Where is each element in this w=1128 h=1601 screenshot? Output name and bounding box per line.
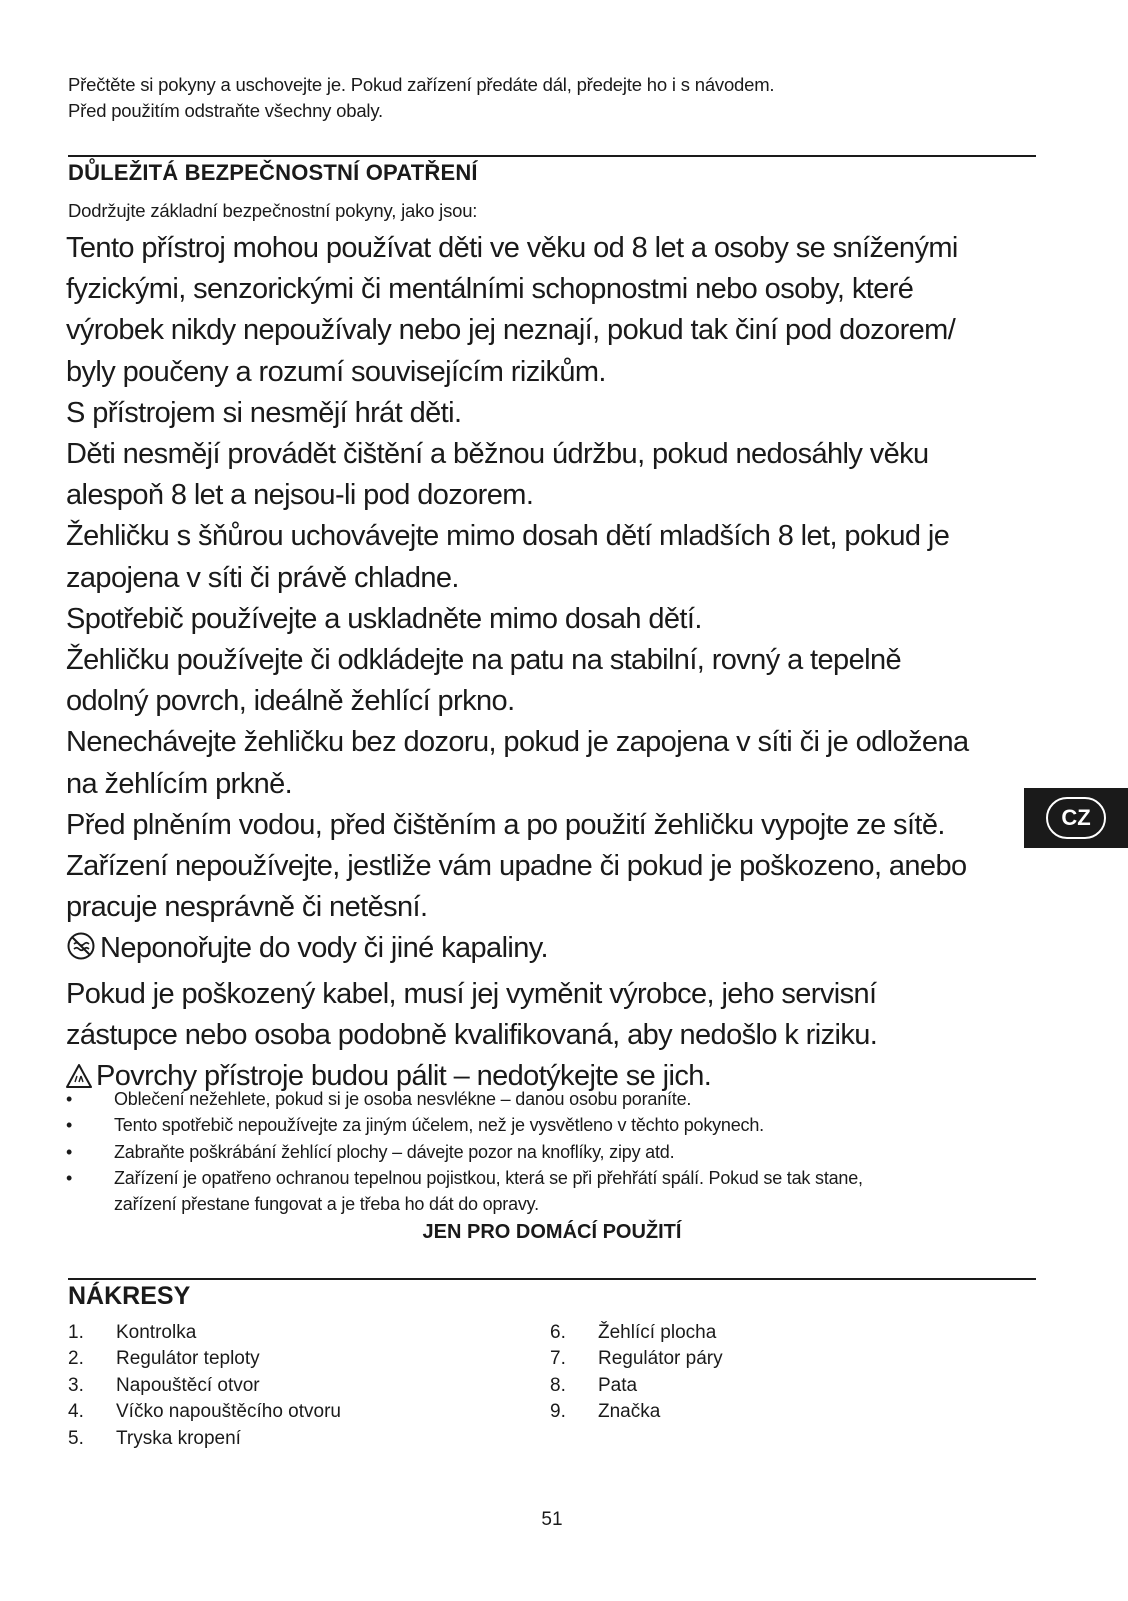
hot-surface-text: Povrchy přístroje budou pálit – nedotýkejte se jich. <box>96 1060 712 1093</box>
bullet-glyph: • <box>66 1115 73 1135</box>
safety-line: Tento přístroj mohou používat děti ve věku od 8 let a osoby se sníženými <box>66 232 958 264</box>
language-tab <box>1024 788 1128 848</box>
safety-line: fyzickými, senzorickými či mentálními schopnostmi nebo osoby, které <box>66 273 914 306</box>
safety-line: zástupce nebo osoba podobně kvalifikovaná, aby nedošlo k riziku. <box>66 1018 878 1051</box>
no-immerse-text: Neponořujte do vody či jiné kapaliny. <box>100 932 548 965</box>
parts-item-label: Víčko napouštěcího otvoru <box>116 1401 341 1422</box>
safety-line: na žehlícím prkně. <box>66 767 293 800</box>
language-badge: CZ <box>1046 797 1106 839</box>
intro-text <box>68 72 774 124</box>
parts-item-label: Regulátor teploty <box>116 1348 260 1369</box>
safety-instructions <box>66 228 969 1101</box>
safety-heading: DŮLEŽITÁ BEZPEČNOSTNÍ OPATŘENÍ <box>68 160 478 185</box>
section-divider-drawings <box>68 1278 1036 1280</box>
parts-item-number: 7. <box>550 1348 566 1369</box>
parts-item-label: Žehlící plocha <box>598 1322 717 1343</box>
bullet-text: Tento spotřebič nepoužívejte za jiným účelem, než je vysvětleno v těchto pokynech. <box>114 1115 764 1135</box>
parts-item-label: Značka <box>598 1401 661 1422</box>
domestic-use-notice: JEN PRO DOMÁCÍ POUŽITÍ <box>422 1221 682 1243</box>
bullet-text: Oblečení nežehlete, pokud si je osoba nesvlékne – danou osobu poraníte. <box>114 1089 692 1109</box>
intro-line-2: Před použitím odstraňte všechny obaly. <box>68 100 383 121</box>
safety-line: Zařízení nepoužívejte, jestliže vám upadne či pokud je poškozeno, anebo <box>66 850 967 883</box>
parts-item-number: 6. <box>550 1322 566 1343</box>
no-water-immersion-icon <box>66 931 96 973</box>
safety-line: odolný povrch, ideálně žehlící prkno. <box>66 685 515 718</box>
safety-line: Děti nesmějí provádět čištění a běžnou údržbu, pokud nedosáhly věku <box>66 438 929 471</box>
parts-item-label: Napouštěcí otvor <box>116 1375 260 1396</box>
safety-line: Před plněním vodou, před čištěním a po použití žehličku vypojte ze sítě. <box>66 808 945 841</box>
safety-line: Spotřebič používejte a uskladněte mimo dosah dětí. <box>66 602 702 635</box>
bullet-text: Zařízení je opatřeno ochranou tepelnou pojistkou, která se při přehřátí spálí. Pokud se tak stane, <box>114 1168 863 1188</box>
parts-item-label: Kontrolka <box>116 1322 197 1343</box>
parts-item-number: 3. <box>68 1375 84 1396</box>
bullet-glyph: • <box>66 1142 73 1162</box>
safety-line: Žehličku používejte či odkládejte na patu na stabilní, rovný a tepelně <box>66 644 901 677</box>
drawings-heading: NÁKRESY <box>68 1282 191 1310</box>
safety-line: byly poučeny a rozumí souvisejícím rizikům. <box>66 355 606 388</box>
no-immerse-line <box>66 928 969 973</box>
parts-item-number: 8. <box>550 1375 566 1396</box>
safety-subtitle: Dodržujte základní bezpečnostní pokyny, jako jsou: <box>68 200 478 221</box>
bullet-glyph: • <box>66 1089 73 1109</box>
bullet-text: zařízení přestane fungovat a je třeba ho dát do opravy. <box>114 1194 539 1214</box>
parts-item-number: 2. <box>68 1348 84 1369</box>
parts-item-label: Tryska kropení <box>116 1428 241 1449</box>
safety-line: zapojena v síti či právě chladne. <box>66 561 459 594</box>
parts-item-number: 1. <box>68 1322 84 1343</box>
safety-line: pracuje nesprávně či netěsní. <box>66 891 428 924</box>
page-number: 51 <box>541 1509 563 1530</box>
parts-item-number: 5. <box>68 1428 84 1449</box>
bullet-text: Zabraňte poškrábání žehlící plochy – dávejte pozor na knoflíky, zipy atd. <box>114 1142 675 1162</box>
safety-line: alespoň 8 let a nejsou-li pod dozorem. <box>66 479 534 512</box>
bullet-glyph: • <box>66 1168 73 1188</box>
safety-line: Žehličku s šňůrou uchovávejte mimo dosah dětí mladších 8 let, pokud je <box>66 520 950 553</box>
safety-line: S přístrojem si nesmějí hrát děti. <box>66 396 462 429</box>
intro-line-1: Přečtěte si pokyny a uschovejte je. Pokud zařízení předáte dál, předejte ho i s návodem. <box>68 74 775 95</box>
section-divider-safety <box>68 155 1036 157</box>
safety-line: výrobek nikdy nepoužívaly nebo jej neznají, pokud tak činí pod dozorem/ <box>66 314 956 347</box>
safety-line: Nenechávejte žehličku bez dozoru, pokud je zapojena v síti či je odložena <box>66 726 969 759</box>
parts-item-number: 9. <box>550 1401 566 1422</box>
parts-item-label: Pata <box>598 1375 638 1396</box>
parts-item-number: 4. <box>68 1401 84 1422</box>
safety-line: Pokud je poškozený kabel, musí jej vyměnit výrobce, jeho servisní <box>66 977 877 1010</box>
parts-item-label: Regulátor páry <box>598 1348 723 1369</box>
